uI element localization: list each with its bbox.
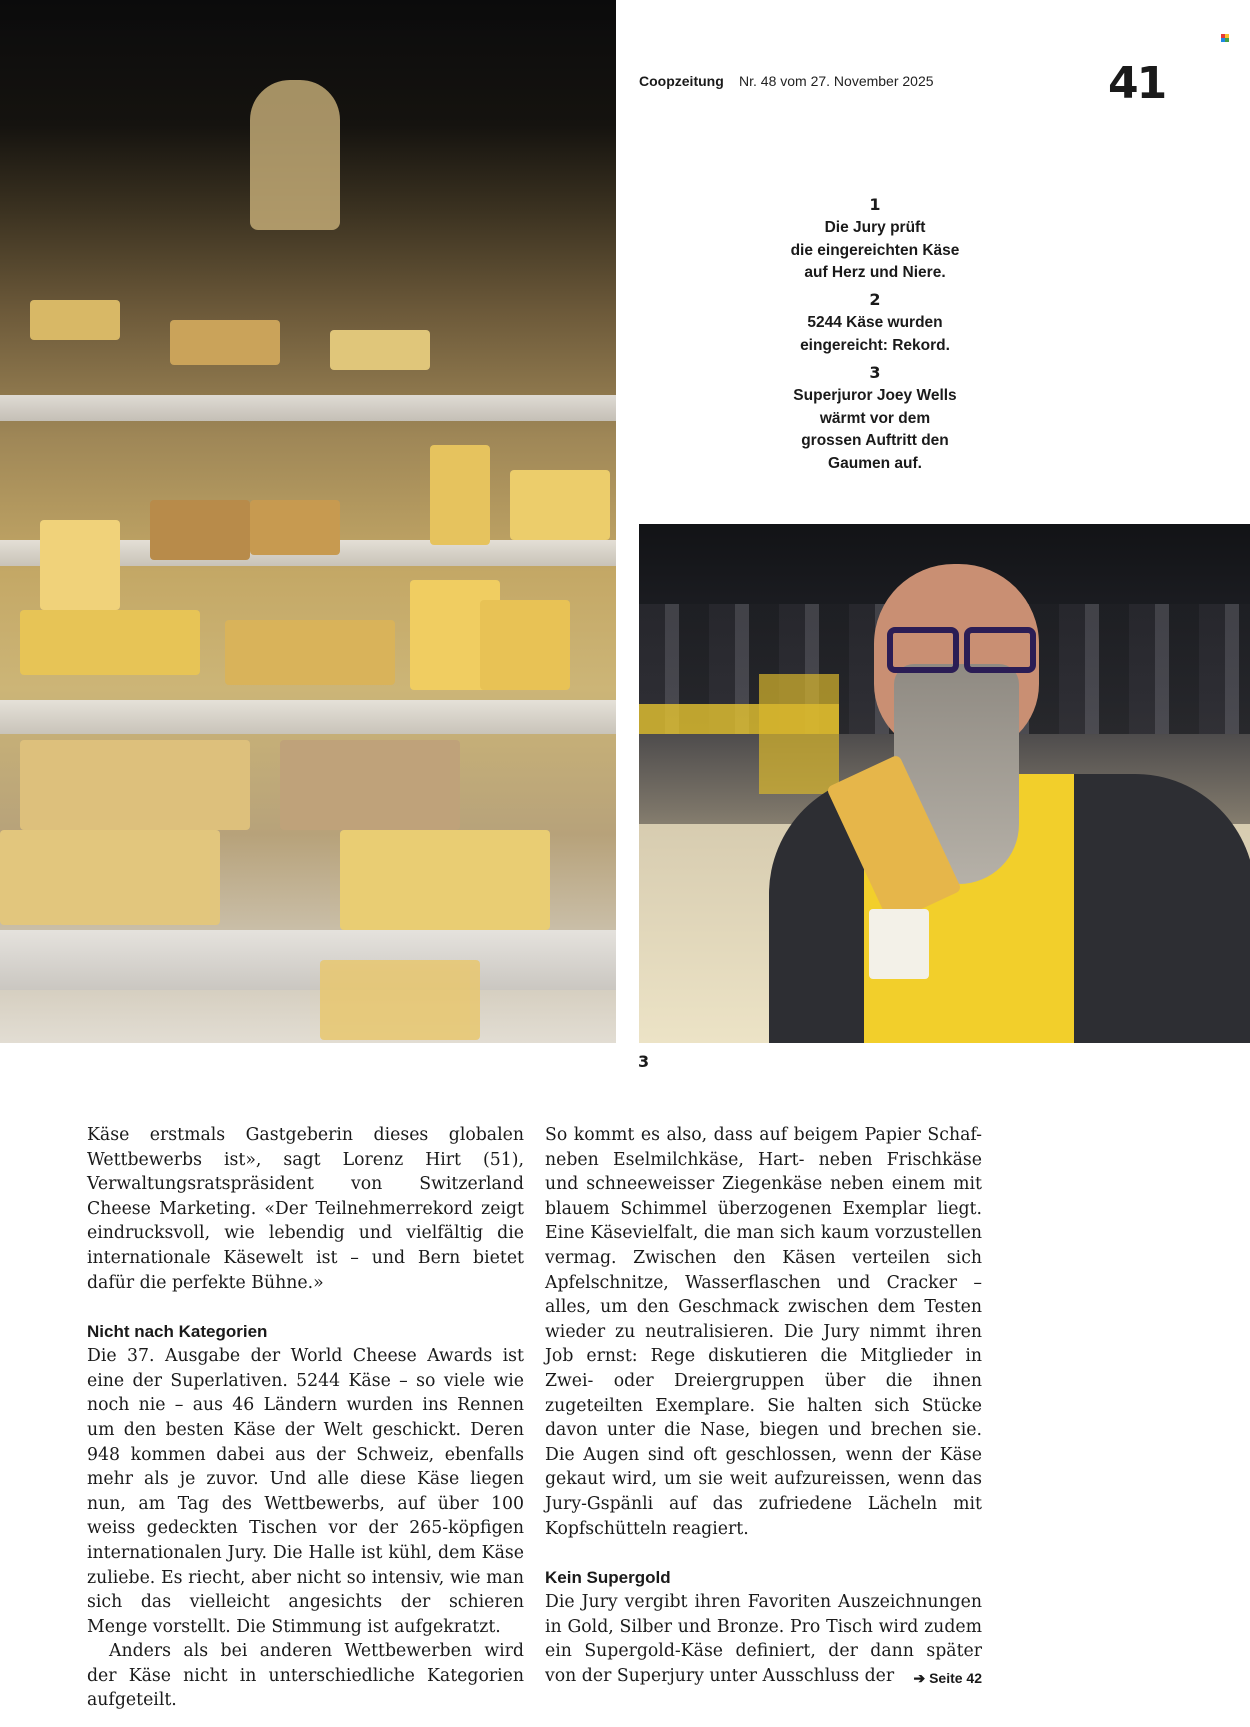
article-column-right (545, 1123, 982, 1690)
continue-link[interactable]: ➔ Seite 42 (913, 1669, 982, 1686)
paragraph: Die Jury vergibt ihren Favoriten Auszeichnungen in Gold, Silber und Bronze. Pro Tisch wird zudem ein Supergold-Käse definiert, der dann später von der Superjury unter Ausschluss der ➔ Seite 42 (545, 1590, 982, 1688)
caption-2-number: 2 (869, 290, 881, 309)
caption-3-text: Superjuror Joey Wells wärmt vor dem grossen Auftritt den Gaumen auf. (793, 387, 957, 472)
paragraph: Anders als bei anderen Wettbewerben wird der Käse nicht in unterschiedliche Kategorien aufgeteilt. (87, 1641, 524, 1711)
article-column-left (87, 1123, 524, 1713)
issue-info: Nr. 48 vom 27. November 2025 (739, 73, 934, 89)
cheese-hall-photo (0, 0, 616, 1043)
paragraph: Käse erstmals Gastgeberin dieses globalen Wettbewerbs ist», sagt Lorenz Hirt (51), Verwaltungsratspräsident von Switzerland Cheese Marketing. «Der Teilnehmerrekord zeigt eindrucksvoll, wie lebendig und vielfältig die internationale Käsewelt ist – und Bern bietet dafür die perfekte Bühne.» (87, 1125, 524, 1293)
publication-name: Coopzeitung (639, 73, 724, 89)
paragraph: So kommt es also, dass auf beigem Papier Schaf- neben Eselmilchkäse, Hart- neben Frischkäse und schneeweisser Ziegenkäse neben einem mit blauem Schimmel überzogenen Exemplar liegt. Eine Käsevielfalt, die man sich kaum vorzustellen vermag. Zwischen den Käsen verteilen sich Apfelschnitze, Wasserflaschen und Cracker – alles, um den Geschmack zwischen dem Testen wieder zu neutralisieren. Die Jury nimmt ihren Job ernst: Rege diskutieren die Mitglieder in Zwei- oder Dreiergruppen über die ihnen zugeteilten Exemplare. Sie halten sich Stücke davon unter die Nase, biegen und brechen sie. Die Augen sind oft geschlossen, wenn der Käse gekaut wird, um sie weit aufzureissen, wenn das Jury-Gspänli auf das zufriedene Lächeln mit Kopfschütteln reagiert. (545, 1125, 982, 1539)
subheading: Nicht nach Kategorien (87, 1322, 268, 1342)
photo-label-3: 3 (638, 1052, 650, 1071)
caption-1-text: Die Jury prüft die eingereichten Käse auf Herz und Niere. (790, 219, 960, 281)
color-mark-icon (1221, 34, 1229, 42)
page-number: 41 (1108, 58, 1166, 109)
paragraph: Die 37. Ausgabe der World Cheese Awards ist eine der Superlativen. 5244 Käse – so viele wie noch nie – aus 46 Ländern wurden ins Rennen um den besten Käse der Welt geschickt. Deren 948 kommen dabei aus der Schweiz, ebenfalls mehr als je zuvor. Und alle diese Käse liegen nun, am Tag des Wettbewerbs, auf über 100 weiss gedeckten Tischen vor der 265-köpfigen internationalen Jury. Die Halle ist kühl, dem Käse zuliebe. Es riecht, aber nicht so intensiv, wie man sich das vielleicht angesichts der schieren Menge vorstellt. Die Stimmung ist aufgekratzt. (87, 1346, 524, 1637)
subheading: Kein Supergold (545, 1568, 671, 1588)
caption-3-number: 3 (869, 363, 881, 382)
caption-2-text: 5244 Käse wurden eingereicht: Rekord. (800, 314, 950, 354)
juror-photo (639, 524, 1250, 1043)
caption-1-number: 1 (869, 195, 881, 214)
